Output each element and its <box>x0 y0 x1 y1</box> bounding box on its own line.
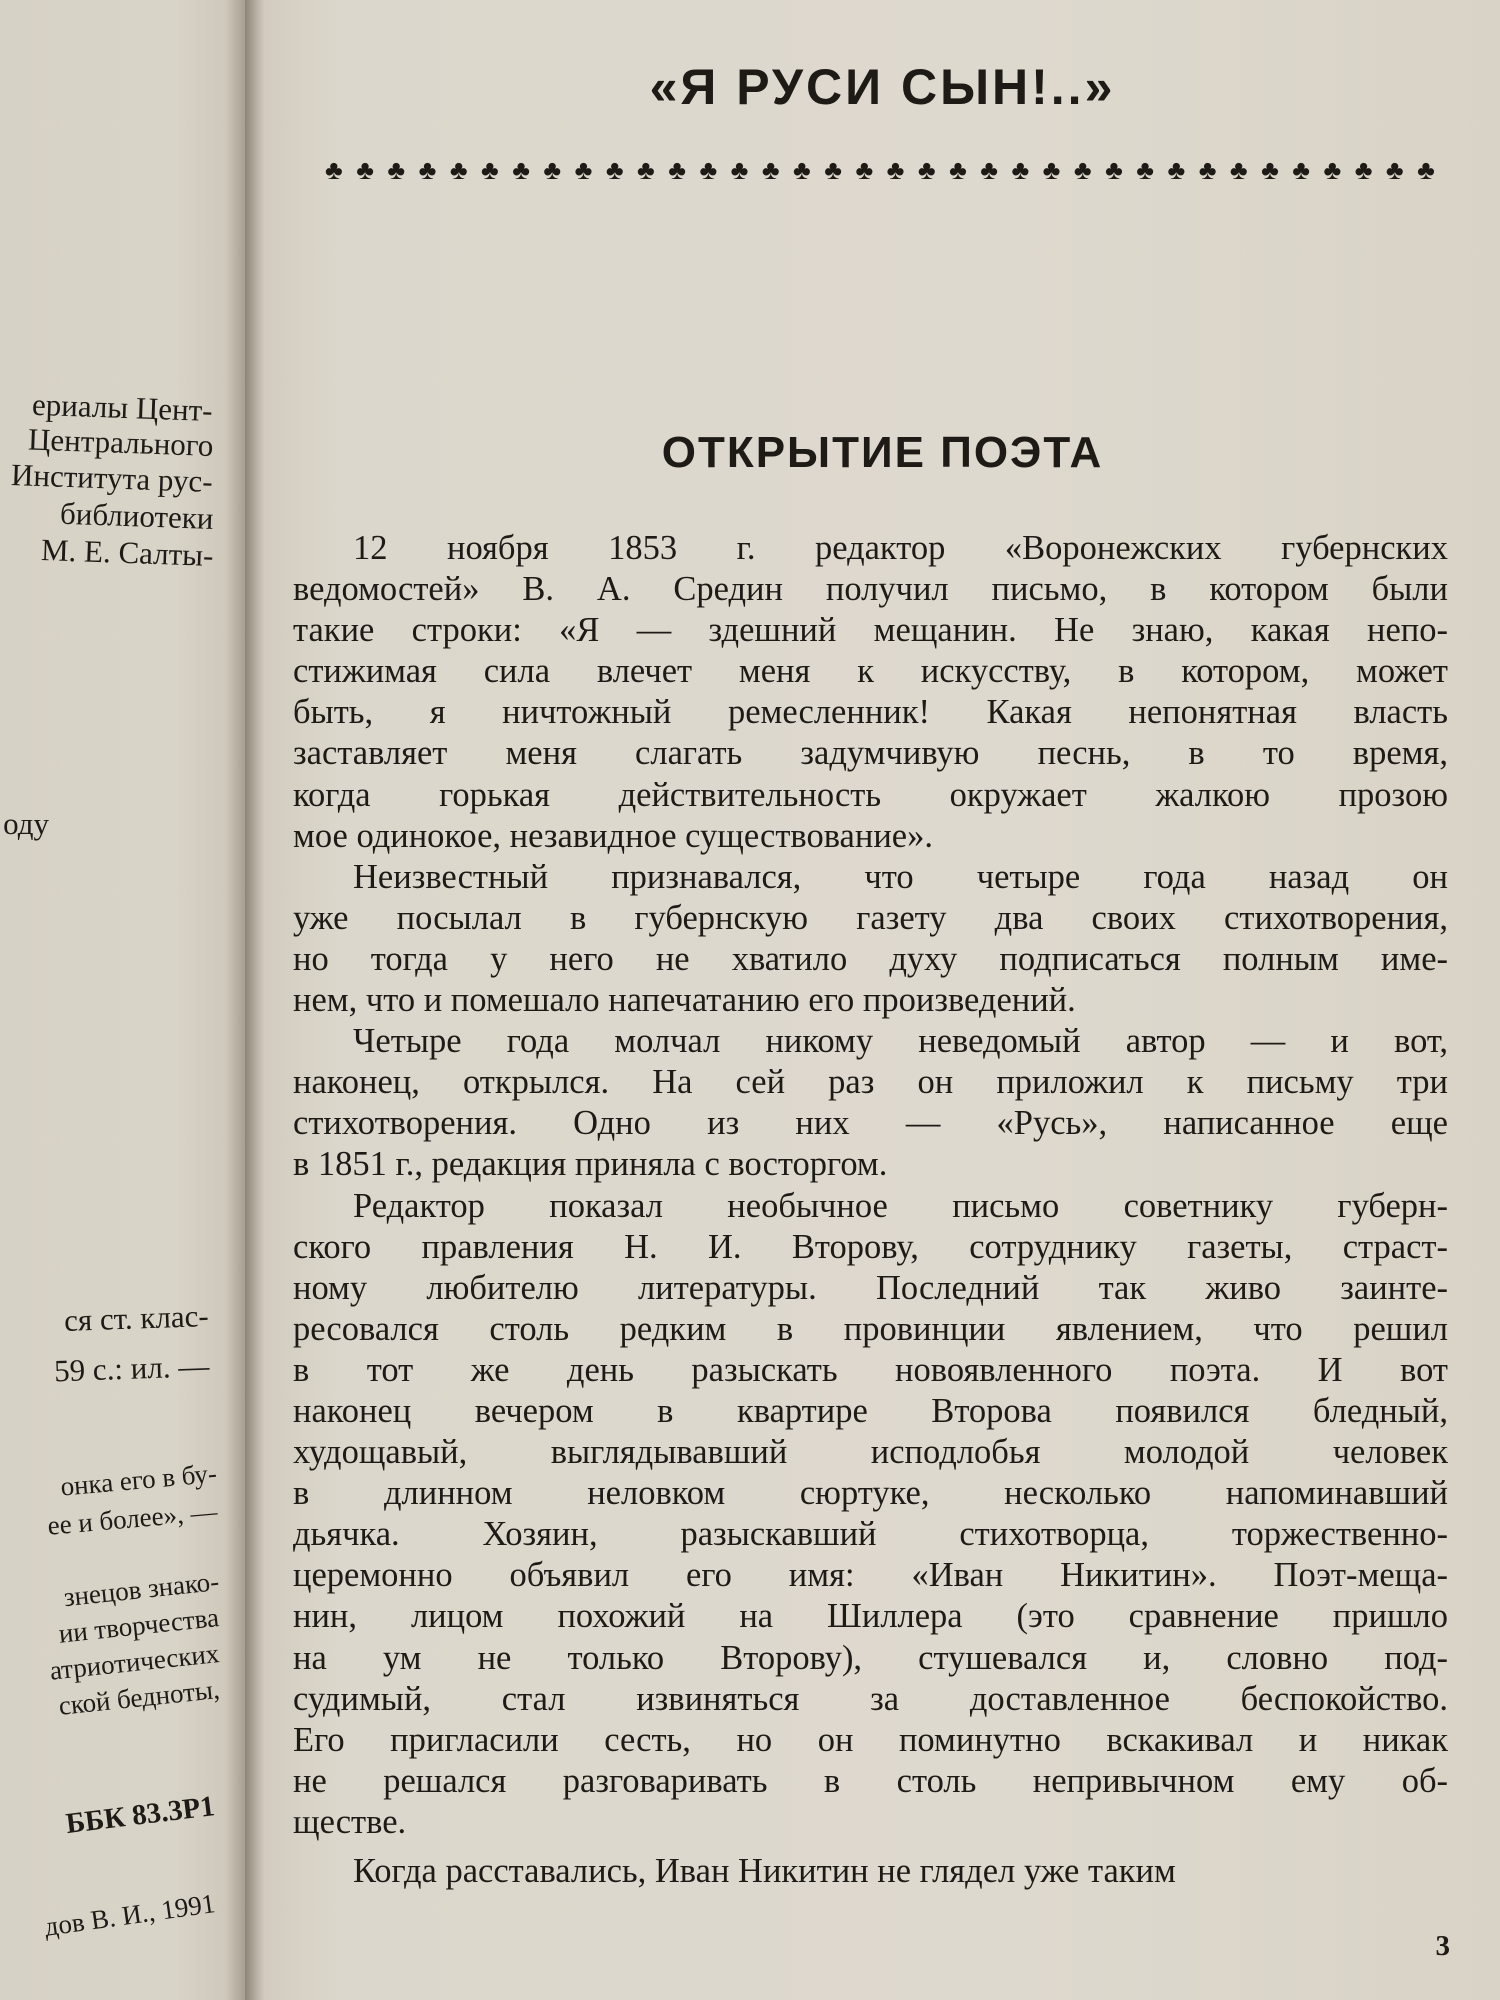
ornament-icon: ♣ <box>730 154 749 185</box>
paragraph-line: когда горькая действительность окружает жалкою прозою <box>293 775 1448 814</box>
ornament-icon: ♣ <box>1261 154 1279 185</box>
ornament-icon: ♣ <box>605 154 624 185</box>
paragraph-line: ресовался столь редким в провинции явлением, что решил <box>293 1309 1448 1348</box>
ornament-icon: ♣ <box>668 154 686 185</box>
paragraph-line: стижимая сила влечет меня к искусству, в котором, может <box>293 652 1448 691</box>
ornament-icon: ♣ <box>574 154 593 185</box>
paragraph-line: ведомостей» В. А. Средин получил письмо, в котором были <box>293 570 1448 609</box>
paragraph-line: нин, лицом похожий на Шиллера (это сравнение пришло <box>293 1597 1448 1636</box>
paragraph-first-line: 12 ноября 1853 г. редактор «Воронежских губернских <box>353 529 1448 567</box>
ornament-icon: ♣ <box>1136 154 1154 185</box>
right-page <box>265 0 1500 2000</box>
ornament-icon: ♣ <box>824 154 842 185</box>
paragraph-line: уже посылал в губернскую газету два своих стихотворения, <box>293 898 1448 937</box>
paragraph-line: дьячка. Хозяин, разыскавший стихотворца, торжественно- <box>293 1515 1448 1554</box>
ornament-icon: ♣ <box>699 154 718 185</box>
ornament-icon: ♣ <box>917 154 936 185</box>
paragraph-line: в 1851 г., редакция приняла с восторгом. <box>293 1145 888 1184</box>
paragraph-line: худощавый, выглядывавший исподлобья молодой человек <box>293 1433 1448 1472</box>
paragraph-first-line: Редактор показал необычное письмо советнику губерн- <box>353 1186 1448 1225</box>
paragraph-line: в длинном неловком сюртуке, несколько напоминавший <box>293 1474 1448 1513</box>
ornament-icon: ♣ <box>1323 154 1342 185</box>
ornament-icon: ♣ <box>418 154 437 185</box>
left-page-line: ериалы Цент- <box>31 386 214 428</box>
ornament-icon: ♣ <box>637 154 655 185</box>
left-page-line: М. Е. Салты- <box>40 531 214 573</box>
left-page-line: знецов знако- <box>62 1566 221 1613</box>
ornament-icon: ♣ <box>325 154 343 185</box>
ornament-icon: ♣ <box>512 154 530 185</box>
paragraph-line: стихотворения. Одно из них — «Русь», написанное еще <box>293 1104 1448 1143</box>
left-page-line: библиотеки <box>58 495 214 536</box>
paragraph-line: судимый, стал извиняться за доставленное беспокойство. <box>293 1679 1448 1718</box>
left-page-line: ся ст. клас- <box>63 1298 210 1339</box>
paragraph-line: ществе. <box>293 1802 407 1841</box>
left-page-line: ии творчества <box>57 1602 221 1649</box>
ornament-icon: ♣ <box>1354 154 1373 185</box>
paragraph-first-line: Когда расставались, Иван Никитин не глядел уже таким <box>353 1852 1176 1890</box>
chapter-title: ОТКРЫТИЕ ПОЭТА <box>661 428 1104 477</box>
ornament-icon: ♣ <box>1417 154 1435 185</box>
paragraph-first-line: Четыре года молчал никому неведомый автор — и вот, <box>353 1022 1448 1061</box>
ornament-icon: ♣ <box>449 154 468 185</box>
left-page-line: атриотических <box>48 1638 221 1686</box>
ornament-icon: ♣ <box>855 154 874 185</box>
ornament-icon: ♣ <box>1229 154 1248 185</box>
paragraph-line: наконец вечером в квартире Второва появился бледный, <box>293 1391 1448 1430</box>
ornament-icon: ♣ <box>1167 154 1186 185</box>
ornament-icon: ♣ <box>387 154 406 185</box>
left-page <box>0 0 245 2000</box>
paragraph-line: быть, я ничтожный ремесленник! Какая непонятная власть <box>293 693 1448 732</box>
book-gutter <box>245 0 265 2000</box>
ornament-icon: ♣ <box>481 154 499 185</box>
paragraph-line: заставляет меня слагать задумчивую песнь, в то время, <box>293 734 1448 773</box>
paragraph-line: в тот же день разыскать новоявленного поэта. И вот <box>293 1350 1448 1389</box>
ornament-border <box>325 150 1435 190</box>
left-page-line: ее и более», — <box>46 1496 219 1541</box>
ornament-icon: ♣ <box>949 154 967 185</box>
paragraph-line: ному любителю литературы. Последний так живо заинте- <box>293 1268 1448 1307</box>
paragraph-line: ского правления Н. И. Второву, сотруднику газеты, страст- <box>293 1227 1448 1266</box>
ornament-icon: ♣ <box>1011 154 1030 185</box>
paragraph-line: наконец, открылся. На сей раз он приложил к письму три <box>293 1063 1448 1102</box>
left-page-line: Института рус- <box>10 456 214 499</box>
left-page-line: оду <box>3 806 49 841</box>
page-number: 3 <box>1435 1930 1450 1962</box>
paragraph-line: нем, что и помешало напечатанию его произведений. <box>293 981 1076 1020</box>
left-page-bbk-code: ББК 83.3Р1 <box>64 1790 217 1841</box>
left-page-line: ской бедноты, <box>56 1674 221 1721</box>
paragraph-line: такие строки: «Я — здешний мещанин. Не знаю, какая непо- <box>293 611 1448 650</box>
left-page-line: Центрального <box>27 421 214 463</box>
ornament-icon: ♣ <box>980 154 998 185</box>
paragraph-line: Его пригласили сесть, но он поминутно вскакивал и никак <box>293 1720 1448 1759</box>
ornament-icon: ♣ <box>761 154 780 185</box>
ornament-icon: ♣ <box>793 154 811 185</box>
paragraph-line: не решался разговаривать в столь непривычном ему об- <box>293 1761 1448 1800</box>
ornament-icon: ♣ <box>1105 154 1123 185</box>
ornament-icon: ♣ <box>356 154 374 185</box>
paragraph-first-line: Неизвестный признавался, что четыре года назад он <box>353 857 1448 896</box>
ornament-icon: ♣ <box>1042 154 1061 185</box>
ornament-icon: ♣ <box>1292 154 1311 185</box>
section-title: «Я РУСИ СЫН!..» <box>649 59 1116 115</box>
paragraph-line: но тогда у него не хватило духу подписаться полным име- <box>293 939 1448 978</box>
ornament-icon: ♣ <box>1198 154 1217 185</box>
ornament-icon: ♣ <box>1385 154 1404 185</box>
ornament-icon: ♣ <box>1073 154 1092 185</box>
paragraph-line: на ум не только Второву), стушевался и, словно под- <box>293 1638 1448 1677</box>
paragraph-line: церемонно объявил его имя: «Иван Никитин». Поэт-меща- <box>293 1556 1448 1595</box>
left-page-line: онка его в бу- <box>59 1458 219 1502</box>
paragraph-line: мое одинокое, незавидное существование». <box>293 816 933 855</box>
left-page-copyright: дов В. И., 1991 <box>42 1888 218 1942</box>
body-text <box>293 528 1448 1892</box>
ornament-icon: ♣ <box>886 154 905 185</box>
left-page-line: 59 с.: ил. — <box>53 1348 210 1389</box>
ornament-icon: ♣ <box>543 154 562 185</box>
